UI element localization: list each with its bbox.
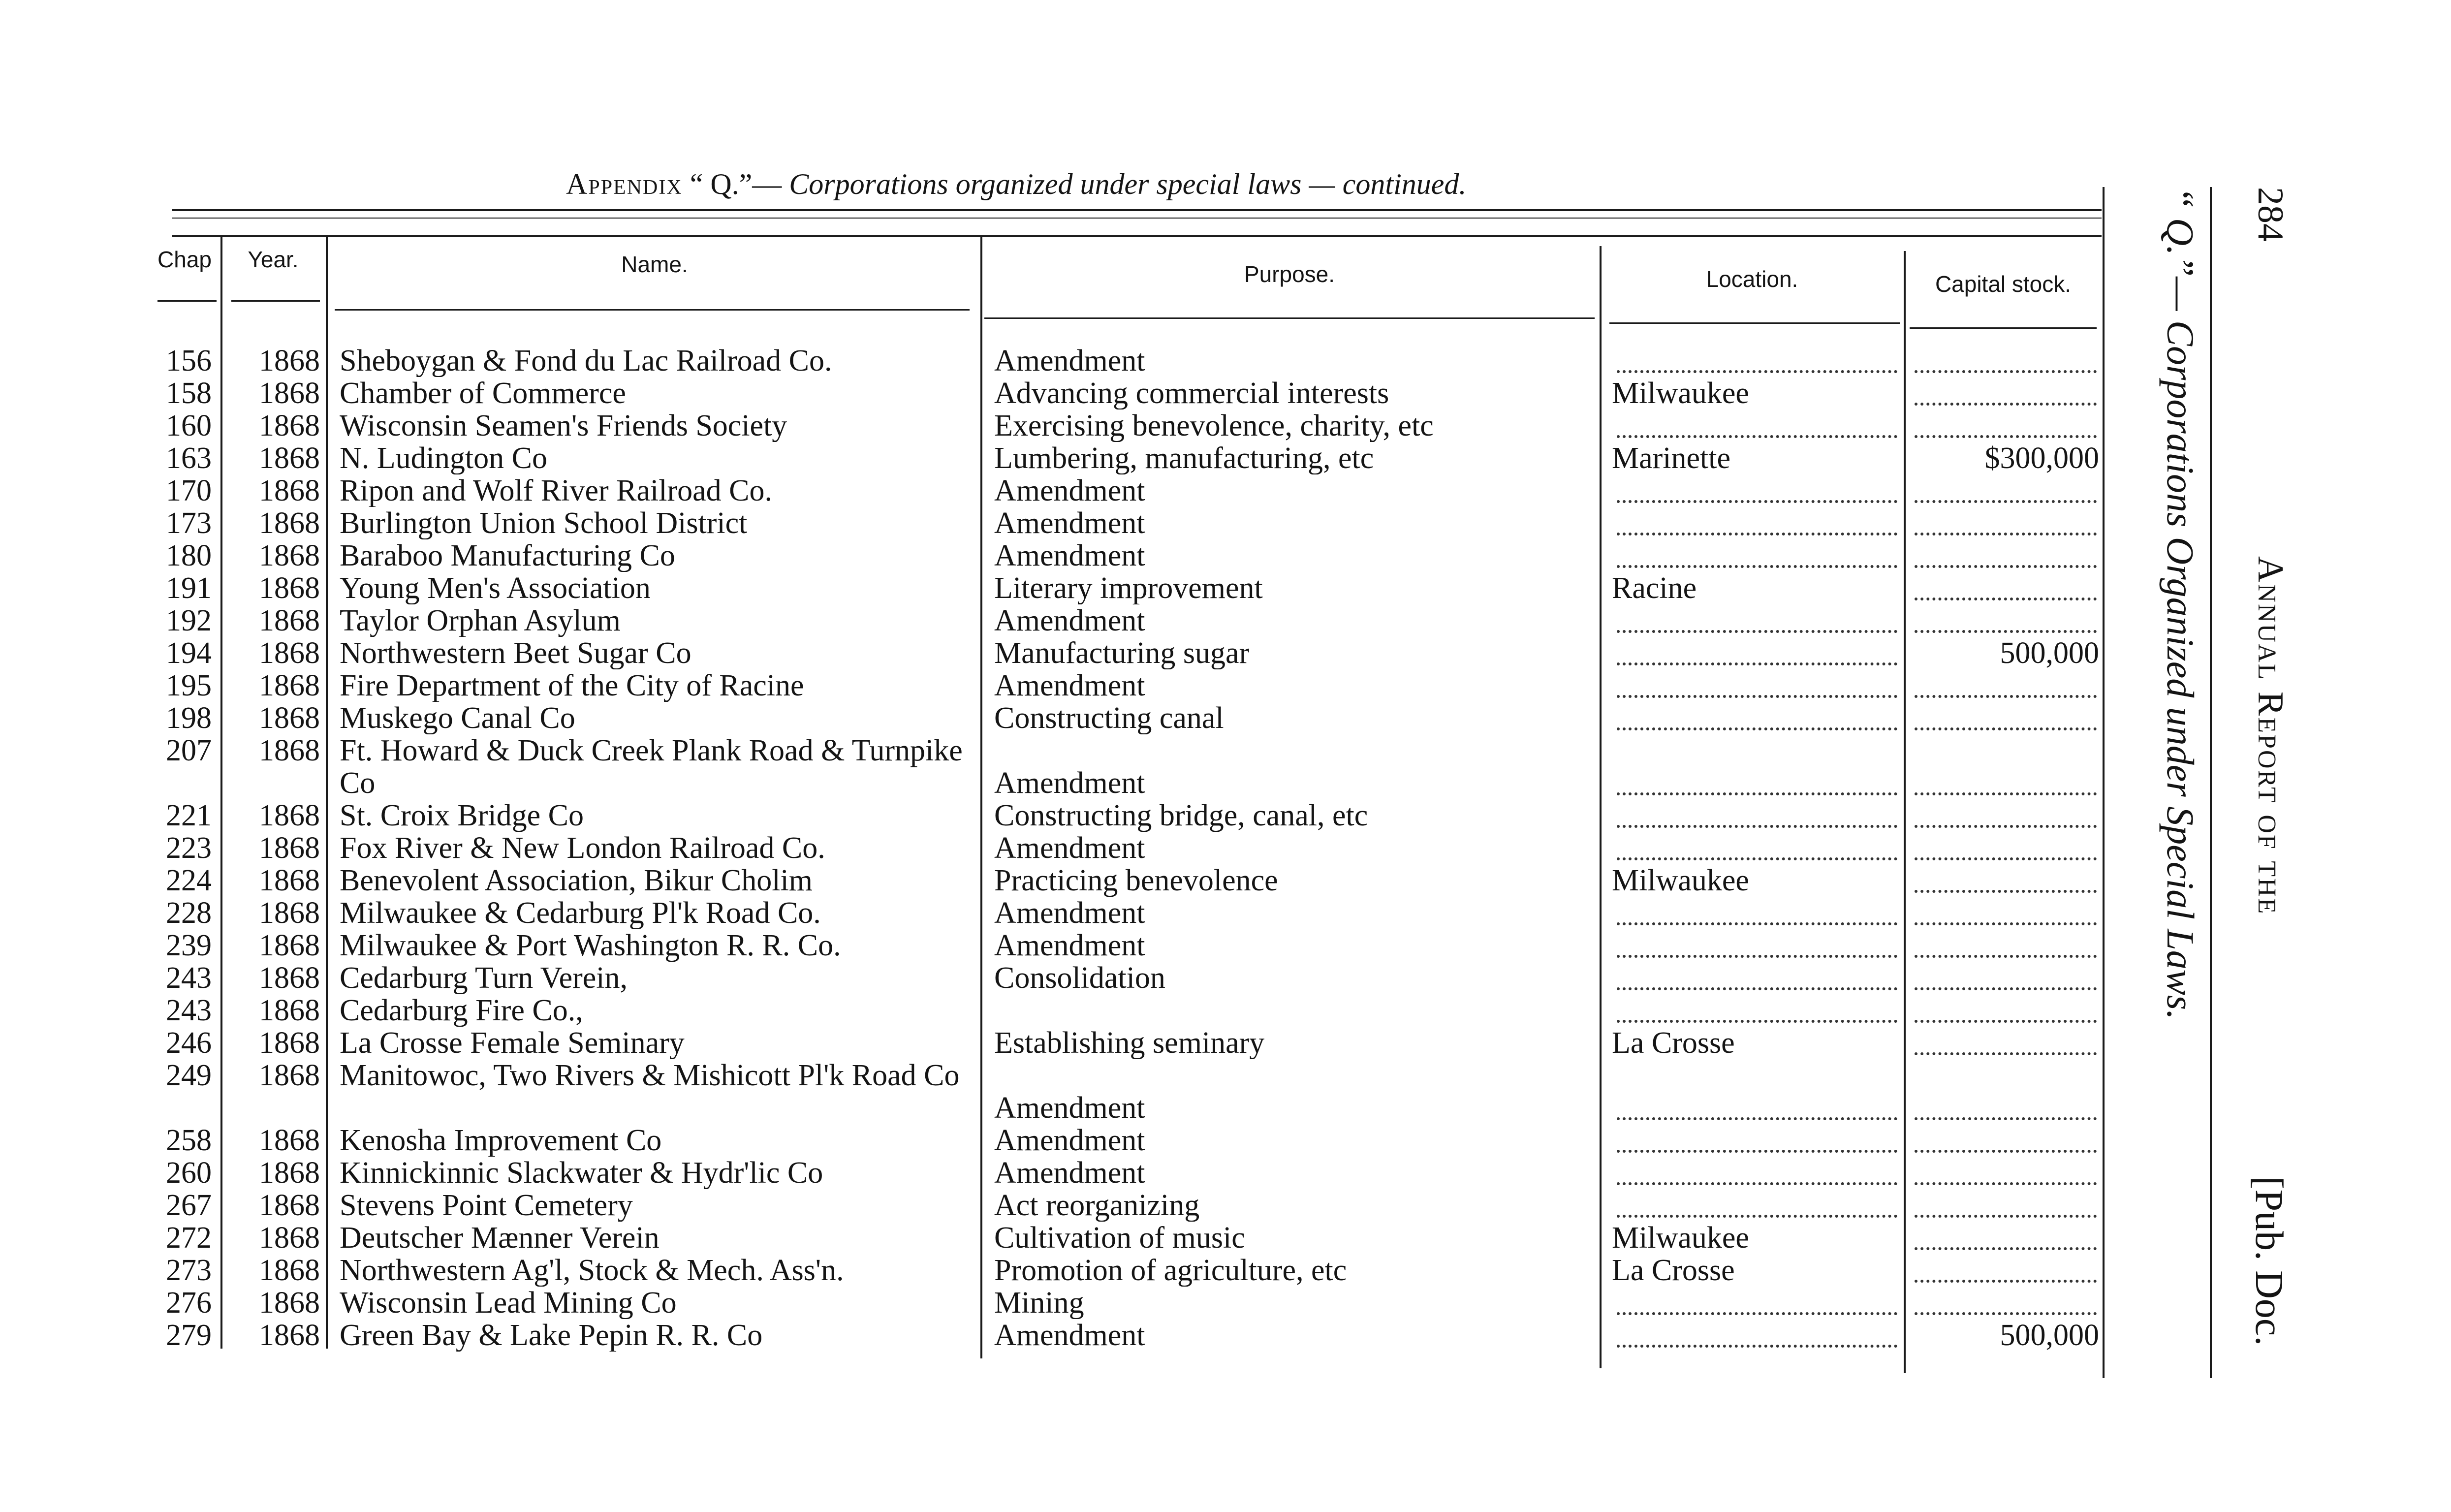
leader-dots [1915, 435, 2097, 438]
table-row [0, 345, 2116, 377]
column-header-purpose: Purpose. [1244, 261, 1335, 287]
purpose-cell: Amendment [994, 345, 1145, 377]
name-cell: Fire Department of the City of Racine [340, 669, 804, 702]
name-cell: Ft. Howard & Duck Creek Plank Road & Turnpike Co [340, 734, 963, 799]
year-cell: 1868 [259, 1157, 320, 1189]
name-cell: Green Bay & Lake Pepin R. R. Co [340, 1319, 763, 1352]
leader-dots [1915, 598, 2097, 600]
chap-cell: 243 [166, 994, 212, 1027]
year-cell: 1868 [259, 377, 320, 410]
column-header-capital: Capital stock. [1935, 271, 2072, 297]
leader-dots [1617, 1020, 1897, 1023]
table-row [0, 637, 2116, 669]
purpose-cell: Manufacturing sugar [994, 637, 1250, 669]
margin-rule [2210, 187, 2212, 1378]
year-cell: 1868 [259, 897, 320, 929]
chap-cell: 198 [166, 702, 212, 734]
location-cell: Milwaukee [1612, 377, 1749, 410]
chap-cell: 273 [166, 1254, 212, 1287]
capital-cell: 500,000 [2000, 1319, 2099, 1352]
table-row [0, 864, 2116, 897]
purpose-cell: Amendment [994, 897, 1145, 929]
purpose-cell: Amendment [994, 929, 1145, 962]
table-row [0, 539, 2116, 572]
year-cell: 1868 [259, 1189, 320, 1222]
purpose-cell: Amendment [994, 832, 1145, 864]
table-row [0, 1157, 2116, 1189]
subheader-rule [984, 317, 1595, 319]
chap-cell: 160 [166, 410, 212, 442]
leader-dots [1617, 922, 1897, 925]
leader-dots [1617, 1150, 1897, 1153]
chap-cell: 246 [166, 1027, 212, 1059]
purpose-cell: Amendment [994, 539, 1145, 572]
year-cell: 1868 [259, 929, 320, 962]
name-cell: Burlington Union School District [340, 507, 748, 539]
name-cell: Muskego Canal Co [340, 702, 575, 734]
top-rule [172, 209, 2102, 211]
page-number: 284 [2250, 187, 2291, 242]
header-rule [172, 235, 2102, 237]
leader-dots [1915, 1117, 2097, 1120]
leader-dots [1915, 987, 2097, 990]
location-cell: Racine [1612, 572, 1697, 604]
chap-cell: 158 [166, 377, 212, 410]
year-cell: 1868 [259, 572, 320, 604]
chap-cell: 239 [166, 929, 212, 962]
chap-cell: 223 [166, 832, 212, 864]
name-cell: Deutscher Mænner Verein [340, 1222, 660, 1254]
table-row [0, 410, 2116, 442]
name-cell: Cedarburg Fire Co., [340, 994, 583, 1027]
table-row [0, 572, 2116, 604]
year-cell: 1868 [259, 1319, 320, 1352]
leader-dots [1617, 662, 1897, 665]
chap-cell: 272 [166, 1222, 212, 1254]
chap-cell: 173 [166, 507, 212, 539]
table-row [0, 1254, 2116, 1287]
chap-cell: 163 [166, 442, 212, 474]
name-cell: Chamber of Commerce [340, 377, 626, 410]
capital-cell: $300,000 [1984, 442, 2099, 474]
year-cell: 1868 [259, 1027, 320, 1059]
table-row [0, 832, 2116, 864]
leader-dots [1915, 1215, 2097, 1218]
table-row [0, 1287, 2116, 1319]
table-row [0, 702, 2116, 734]
year-cell: 1868 [259, 442, 320, 474]
purpose-cell: Act reorganizing [994, 1189, 1200, 1222]
leader-dots [1915, 630, 2097, 633]
name-cell: Taylor Orphan Asylum [340, 604, 621, 637]
table-row [0, 507, 2116, 539]
leader-dots [1915, 922, 2097, 925]
leader-dots [1915, 890, 2097, 893]
leader-dots [1915, 825, 2097, 828]
purpose-cell: Constructing canal [994, 702, 1224, 734]
year-cell: 1868 [259, 734, 320, 767]
year-cell: 1868 [259, 702, 320, 734]
running-head-right: Annual Report of the [2250, 556, 2291, 915]
name-cell: Young Men's Association [340, 572, 651, 604]
table-row [0, 442, 2116, 474]
table-row [0, 1027, 2116, 1059]
purpose-cell: Establishing seminary [994, 1027, 1265, 1059]
chap-cell: 170 [166, 474, 212, 507]
leader-dots [1915, 1280, 2097, 1283]
page-title [566, 167, 1747, 201]
table-row [0, 929, 2116, 962]
running-head-left: “ Q.”— Corporations Organized under Special Laws. [2159, 187, 2202, 1020]
chap-cell: 195 [166, 669, 212, 702]
leader-dots [1617, 533, 1897, 536]
chap-cell: 228 [166, 897, 212, 929]
column-header-year: Year. [248, 247, 299, 272]
chap-cell: 276 [166, 1287, 212, 1319]
year-cell: 1868 [259, 507, 320, 539]
subheader-rule [231, 300, 320, 302]
appendix-letter: “ Q.”— [690, 168, 782, 200]
year-cell: 1868 [259, 604, 320, 637]
leader-dots [1617, 955, 1897, 958]
table-row [0, 1124, 2116, 1157]
name-cell: Kinnickinnic Slackwater & Hydr'lic Co [340, 1157, 823, 1189]
table-row [0, 474, 2116, 507]
subheader-rule [1609, 322, 1900, 324]
purpose-cell: Amendment [994, 1092, 1145, 1124]
subheader-rule [1910, 327, 2097, 329]
purpose-cell: Amendment [994, 1124, 1145, 1157]
leader-dots [1617, 792, 1897, 795]
purpose-cell: Amendment [994, 474, 1145, 507]
name-cell: Cedarburg Turn Verein, [340, 962, 628, 994]
leader-dots [1915, 1052, 2097, 1055]
chap-cell: 156 [166, 345, 212, 377]
leader-dots [1617, 435, 1897, 438]
appendix-label: Appendix [566, 168, 683, 200]
subheader-rule [335, 309, 970, 311]
purpose-cell: Amendment [994, 767, 1145, 799]
table-row [0, 994, 2116, 1027]
chap-cell: 224 [166, 864, 212, 897]
column-header-name: Name. [621, 252, 688, 277]
purpose-cell: Advancing commercial interests [994, 377, 1389, 410]
name-cell: Stevens Point Cemetery [340, 1189, 633, 1222]
column-header-location: Location. [1706, 266, 1798, 292]
purpose-cell: Cultivation of music [994, 1222, 1245, 1254]
leader-dots [1617, 1345, 1897, 1348]
leader-dots [1915, 1150, 2097, 1153]
leader-dots [1915, 857, 2097, 860]
column-header-chap: Chap [157, 247, 212, 272]
location-cell: Milwaukee [1612, 864, 1749, 897]
leader-dots [1617, 825, 1897, 828]
leader-dots [1915, 792, 2097, 795]
location-cell: La Crosse [1612, 1254, 1735, 1287]
year-cell: 1868 [259, 1059, 320, 1092]
chap-cell: 249 [166, 1059, 212, 1092]
table-row [0, 799, 2116, 832]
purpose-cell: Amendment [994, 604, 1145, 637]
name-cell: Manitowoc, Two Rivers & Mishicott Pl'k Road Co [340, 1059, 960, 1092]
chap-cell: 258 [166, 1124, 212, 1157]
leader-dots [1617, 370, 1897, 373]
table-row [0, 897, 2116, 929]
purpose-cell: Amendment [994, 1319, 1145, 1352]
name-cell: St. Croix Bridge Co [340, 799, 584, 832]
purpose-cell: Mining [994, 1287, 1084, 1319]
top-rule-inner [172, 218, 2102, 219]
location-cell: Marinette [1612, 442, 1731, 474]
table-row [0, 734, 2116, 799]
leader-dots [1915, 1247, 2097, 1250]
name-cell: La Crosse Female Seminary [340, 1027, 685, 1059]
table-row [0, 1319, 2116, 1352]
leader-dots [1915, 1312, 2097, 1315]
leader-dots [1617, 630, 1897, 633]
leader-dots [1617, 987, 1897, 990]
chap-cell: 221 [166, 799, 212, 832]
chap-cell: 180 [166, 539, 212, 572]
leader-dots [1617, 695, 1897, 698]
year-cell: 1868 [259, 410, 320, 442]
year-cell: 1868 [259, 669, 320, 702]
name-cell: Milwaukee & Port Washington R. R. Co. [340, 929, 841, 962]
table-row [0, 1189, 2116, 1222]
purpose-cell: Constructing bridge, canal, etc [994, 799, 1368, 832]
table-row [0, 377, 2116, 410]
chap-cell: 243 [166, 962, 212, 994]
chap-cell: 194 [166, 637, 212, 669]
location-cell: Milwaukee [1612, 1222, 1749, 1254]
year-cell: 1868 [259, 832, 320, 864]
name-cell: Kenosha Improvement Co [340, 1124, 662, 1157]
year-cell: 1868 [259, 345, 320, 377]
location-cell: La Crosse [1612, 1027, 1735, 1059]
leader-dots [1915, 695, 2097, 698]
table-row [0, 962, 2116, 994]
leader-dots [1915, 1020, 2097, 1023]
chap-cell: 279 [166, 1319, 212, 1352]
name-cell: Ripon and Wolf River Railroad Co. [340, 474, 772, 507]
table-row [0, 604, 2116, 637]
purpose-cell: Exercising benevolence, charity, etc [994, 410, 1434, 442]
leader-dots [1617, 1215, 1897, 1218]
leader-dots [1617, 1182, 1897, 1185]
year-cell: 1868 [259, 539, 320, 572]
table-row [0, 1059, 2116, 1124]
leader-dots [1915, 727, 2097, 730]
leader-dots [1915, 403, 2097, 406]
chap-cell: 267 [166, 1189, 212, 1222]
leader-dots [1617, 1117, 1897, 1120]
leader-dots [1617, 727, 1897, 730]
chap-cell: 191 [166, 572, 212, 604]
table-row [0, 1222, 2116, 1254]
name-cell: Benevolent Association, Bikur Cholim [340, 864, 813, 897]
leader-dots [1617, 1312, 1897, 1315]
chap-cell: 192 [166, 604, 212, 637]
leader-dots [1617, 857, 1897, 860]
name-cell: Fox River & New London Railroad Co. [340, 832, 825, 864]
year-cell: 1868 [259, 962, 320, 994]
year-cell: 1868 [259, 799, 320, 832]
leader-dots [1617, 565, 1897, 568]
name-cell: Wisconsin Seamen's Friends Society [340, 410, 787, 442]
year-cell: 1868 [259, 1124, 320, 1157]
leader-dots [1915, 1182, 2097, 1185]
purpose-cell: Amendment [994, 669, 1145, 702]
leader-dots [1915, 955, 2097, 958]
year-cell: 1868 [259, 474, 320, 507]
purpose-cell: Amendment [994, 507, 1145, 539]
chap-cell: 260 [166, 1157, 212, 1189]
purpose-cell: Amendment [994, 1157, 1145, 1189]
name-cell: Wisconsin Lead Mining Co [340, 1287, 677, 1319]
name-cell: Milwaukee & Cedarburg Pl'k Road Co. [340, 897, 821, 929]
year-cell: 1868 [259, 994, 320, 1027]
purpose-cell: Promotion of agriculture, etc [994, 1254, 1347, 1287]
purpose-cell: Consolidation [994, 962, 1165, 994]
leader-dots [1617, 500, 1897, 503]
leader-dots [1915, 500, 2097, 503]
capital-cell: 500,000 [2000, 637, 2099, 669]
year-cell: 1868 [259, 1254, 320, 1287]
purpose-cell: Practicing benevolence [994, 864, 1278, 897]
page-subtitle: Corporations organized under special laws — continued. [789, 168, 1467, 200]
name-cell: Northwestern Beet Sugar Co [340, 637, 691, 669]
pub-doc-label: [Pub. Doc. [2247, 1176, 2291, 1346]
year-cell: 1868 [259, 864, 320, 897]
leader-dots [1915, 370, 2097, 373]
chap-cell: 207 [166, 734, 212, 767]
name-cell: Northwestern Ag'l, Stock & Mech. Ass'n. [340, 1254, 844, 1287]
purpose-cell: Literary improvement [994, 572, 1263, 604]
name-cell: Baraboo Manufacturing Co [340, 539, 675, 572]
name-cell: Sheboygan & Fond du Lac Railroad Co. [340, 345, 832, 377]
subheader-rule [157, 300, 217, 302]
purpose-cell: Lumbering, manufacturing, etc [994, 442, 1374, 474]
table-row [0, 669, 2116, 702]
year-cell: 1868 [259, 1287, 320, 1319]
leader-dots [1915, 533, 2097, 536]
name-cell: N. Ludington Co [340, 442, 547, 474]
year-cell: 1868 [259, 1222, 320, 1254]
leader-dots [1915, 565, 2097, 568]
year-cell: 1868 [259, 637, 320, 669]
